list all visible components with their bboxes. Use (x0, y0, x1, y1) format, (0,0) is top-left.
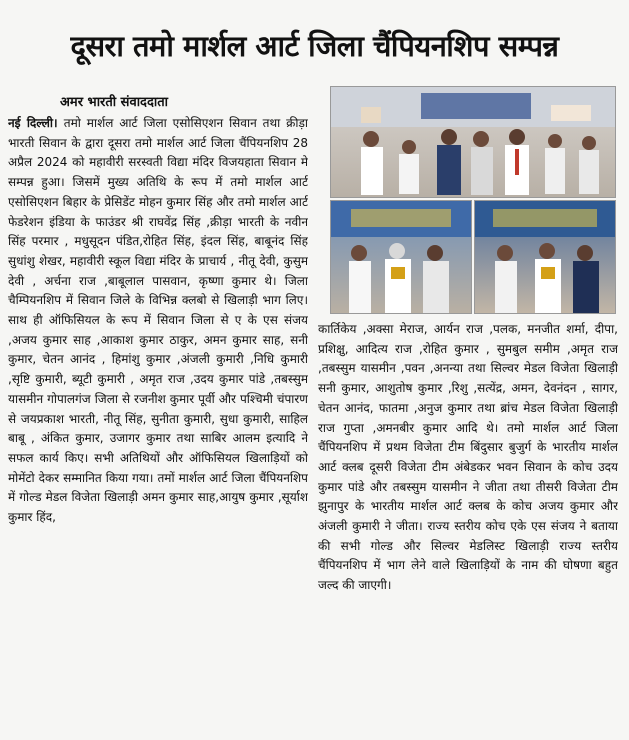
dateline: नई दिल्ली। (8, 116, 64, 130)
left-column-text: तमो मार्शल आर्ट जिला एसोसिएशन सिवान तथा क्रीड़ा भारती सिवान के द्वारा दूसरा तमो मार्शल आर्ट जिला चैंपियनशिप 28 अप्रैल 2024 को महावीरी सरस्वती विद्या मंदिर विजयहाता सिवान मे सम्पन्न हुआ। जिसमें मुख्य अतिथि के रूप में तमो मार्शल आर्ट एसोसिएशन बिहार के प्रेसिडेंट मोहन कुमार सिंह और तमो मार्शल आर्ट फेडरेशन इंडिया के फाउंडर श्री राघवेंद्र सिंह ,क्रीड़ा भारती के नवीन सिंह परमार , मधुसूदन पंडित,रोहित सिंह, इंदल सिंह, बाबूनंद सिंह सुधांशु शेखर, महावीरी स्कूल विद्या मंदिर के प्राचार्य , नीतू देवी, कुसुम देवी , अर्चना राज ,बाबूलाल पासवान, कृष्णा कुमार थे। जिला चैम्पियनशिप में सिवान जिले के विभिन्न क्लबो से खिलाड़ी भाग लिए। साथ ही ऑफिसियल के रूप में सिवान जिला से ए के एस संजय ,अजय कुमार साह ,आकाश कुमार ठाकुर, अमन कुमार साह, सनी कुमार, चेतन आनंद , हिमांशु कुमार ,अंजली कुमारी ,निधि कुमारी ,सृष्टि कुमारी, ब्यूटी कुमारी , अमृत राज ,उदय कुमार पांडे ,तबस्सुम यासमीन गोपालगंज जिला से रजनीश कुमार पूर्वी और पश्चिमी चंपारण से जयप्रकाश भारती, नीतू सिंह, सुनीता कुमारी, सुधा कुमारी, साहिल बाबू , अंकित कुमार, उजागर कुमार तथा साबिर आलम इत्यादि ने सफल कार्य किए। सभी अतिथियों और ऑफिसियल खिलाड़ियों को मोमेंटो देकर सम्मानित किया गया। तमों मार्शल आर्ट जिला चैंपियनशिप में गोल्ड मेडल विजेता खिलाड़ी अमन कुमार साह,आयुष कुमार ,सूर्याश कुमार हिंद, (8, 116, 308, 525)
event-photo-felicitation (330, 200, 472, 314)
event-photo-group (330, 86, 616, 198)
photo-block (322, 82, 620, 318)
right-column (318, 320, 618, 730)
event-photo-award (474, 200, 616, 314)
right-column-text: कार्तिकेय ,अक्सा मेराज, आर्यन राज ,पलक, मनजीत शर्मा, दीपा, प्रशिक्षु, आदित्य राज ,रोहित कुमार , सुमबुल समीम ,अमृत राज ,तबस्सुम यासमीन ,पवन ,अनन्या तथा सिल्वर मेडल विजेता खिलाड़ी सनी कुमार, आशुतोष कुमार ,रिशु ,सत्येंद्र, अमन, देवनंदन , सागर, चेतन आनंद, फातमा ,अनुज कुमार तथा ब्रांच मेडल विजेता खिलाड़ी राज गुप्ता ,अमनबीर कुमार आदि थे। तमो मार्शल आर्ट जिला चैंपियनशिप में प्रथम विजेता टीम बिंदुसार बुजुर्ग के भारतीय मार्शल आर्ट क्लब दूसरी विजेता टीम अंबेडकर भवन सिवान के कोच उदय कुमार पांडे और तबस्सुम यासमीन ने जीता तथा तीसरी विजेता टीम झुनापुर के भारतीय मार्शल आर्ट क्लब के कोच अजय कुमार और अंजली कुमारी ने जीता। राज्य स्तरीय कोच एके एस संजय ने बताया की सभी गोल्ड और सिल्वर मेडलिस्ट खिलाड़ी राज्य स्तरीय चैंपियनशिप में भाग लेने वाले खिलाड़ियों के नाम की घोषणा बहुत जल्द की जाएगी। (318, 322, 618, 593)
byline: अमर भारती संवाददाता (60, 95, 169, 110)
article-headline: दूसरा तमो मार्शल आर्ट जिला चैंपियनशिप सम्पन्न (70, 29, 559, 63)
left-column (8, 114, 308, 724)
